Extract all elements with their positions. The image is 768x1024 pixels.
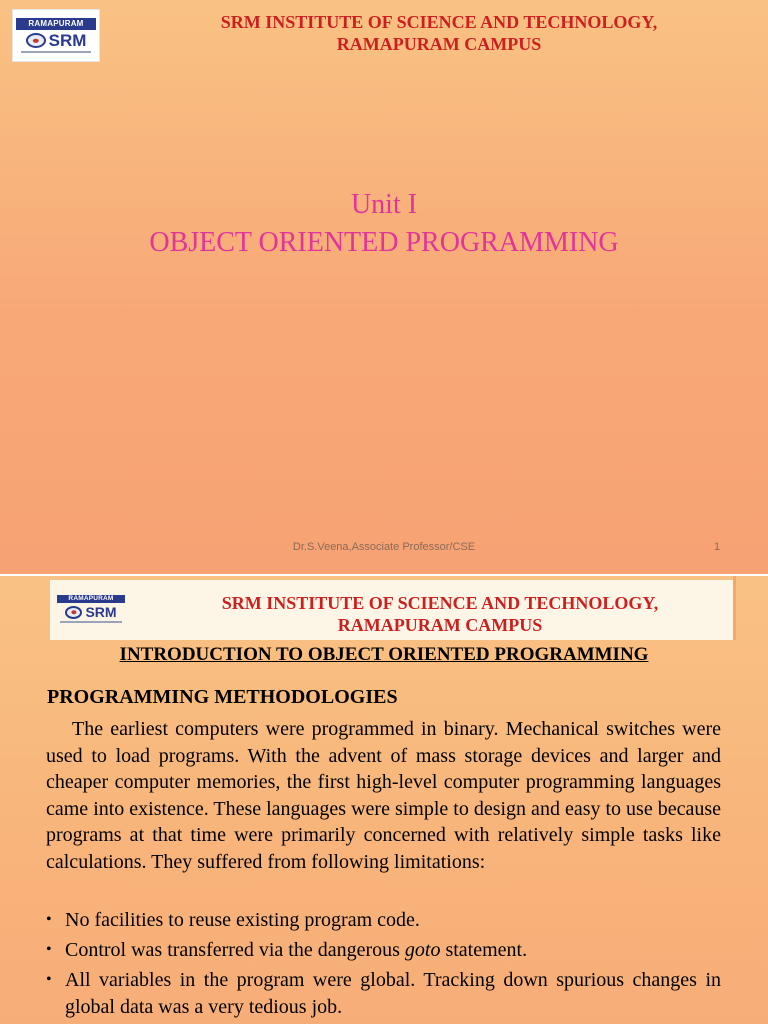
bullet-icon: • [46,971,52,988]
logo-mark [26,32,87,49]
list-item [46,937,721,964]
slide-header [50,580,736,640]
emblem-icon [26,33,46,48]
list-item-text-after: statement. [440,939,528,961]
institute-title [180,592,700,636]
list-item-text: No facilities to reuse existing program code. [65,909,420,931]
srm-logo [12,9,100,62]
limitations-list [46,907,721,1024]
list-item [46,907,721,934]
srm-logo [56,590,126,628]
institute-line-2: RAMAPURAM CAMPUS [336,34,542,54]
logo-tagline-bar [60,621,122,623]
logo-text: SRM [85,604,117,621]
logo-text: SRM [48,31,87,50]
logo-banner: RAMAPURAM [16,18,96,30]
content-slide [0,576,768,1024]
body-paragraph: The earliest computers were programmed in binary. Mechanical switches were used to load programs. With the advent of mass storage devices and larger and cheaper computer memories, the first high-level computer programming languages came into existence. These languages were simple to design and easy to use because programs at that time were primarily concerned with relatively simple tasks like calculations. They suffered from following limitations: [46,718,721,873]
institute-line-1: SRM INSTITUTE OF SCIENCE AND TECHNOLOGY, [220,12,658,32]
accent-bar [733,576,736,640]
topic-title: OBJECT ORIENTED PROGRAMMING [149,227,619,258]
logo-banner: RAMAPURAM [57,595,125,604]
intro-heading: INTRODUCTION TO OBJECT ORIENTED PROGRAMMING [119,644,649,665]
bullet-icon: • [46,911,52,928]
logo-tagline-bar [21,51,91,53]
institute-line-1: SRM INSTITUTE OF SCIENCE AND TECHNOLOGY, [221,593,659,613]
logo-mark [65,605,116,619]
unit-label: Unit I [350,189,418,220]
list-item [46,967,721,1020]
page-number: 1 [714,541,721,553]
institute-line-2: RAMAPURAM CAMPUS [337,615,543,635]
institute-title [110,11,768,55]
section-heading: PROGRAMMING METHODOLOGIES [47,686,398,708]
slide-footer: Dr.S.Veena,Associate Professor/CSE [292,541,476,553]
bullet-icon: • [46,941,52,958]
list-item-text-before: Control was transferred via the dangerous [65,939,405,961]
list-item-italic: goto [404,939,441,961]
emblem-icon [65,606,82,619]
list-item-text: All variables in the program were global. Tracking down spurious changes in global data was a very tedious job. [65,969,721,1018]
